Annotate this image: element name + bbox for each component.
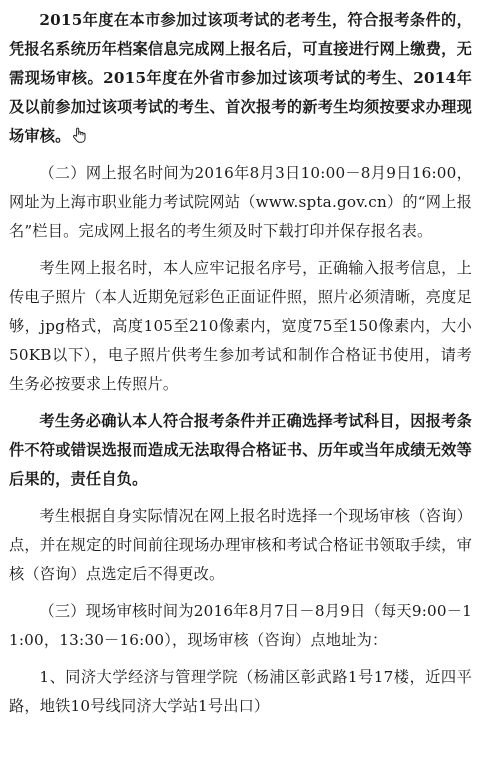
paragraph-review-policy bbox=[9, 6, 472, 151]
paragraph-review-point-selection: 考生根据自身实际情况在网上报名时选择一个现场审核（咨询）点，并在规定的时间前往现场办理审核和考试合格证书领取手续，审核（咨询）点选定后不得更改。 bbox=[9, 507, 472, 583]
paragraph-responsibility-notice: 考生务必确认本人符合报考条件并正确选择考试科目，因报考条件不符或错误选报而造成无法取得合格证书、历年或当年成绩无效等后果的，责任自负。 bbox=[9, 412, 472, 488]
paragraph-text: 2015年度在本市参加过该项考试的老考生，符合报考条件的，凭报名系统历年档案信息完成网上报名后，可直接进行网上缴费，无需现场审核。2015年度在外省市参加过该项考试的考生、2014年及以前参加过该项考试的考生、首次报考的新考生均须按要求办理现场审核。 bbox=[9, 11, 472, 145]
paragraph-review-address-1: 1、同济大学经济与管理学院（杨浦区彰武路1号17楼，近四平路，地铁10号线同济大学站1号出口） bbox=[9, 668, 472, 715]
paragraph-online-registration-time: （二）网上报名时间为2016年8月3日10:00－8月9日16:00，网址为上海市职业能力考试院网站（www.spta.gov.cn）的“网上报名”栏目。完成网上报名的考生须及时下载打印并保存报名表。 bbox=[9, 164, 472, 240]
paragraph-photo-requirements: 考生网上报名时，本人应牢记报名序号，正确输入报考信息，上传电子照片（本人近期免冠彩色正面证件照，照片必须清晰，亮度足够，jpg格式，高度105至210像素内，宽度75至150像素内，大小50KB以下），电子照片供考生参加考试和制作合格证书使用，请考生务必按要求上传照片。 bbox=[9, 259, 472, 393]
paragraph-onsite-review-time: （三）现场审核时间为2016年8月7日－8月9日（每天9:00－11:00，13:30－16:00），现场审核（咨询）点地址为： bbox=[9, 602, 472, 649]
hand-pointer-icon bbox=[72, 127, 86, 143]
